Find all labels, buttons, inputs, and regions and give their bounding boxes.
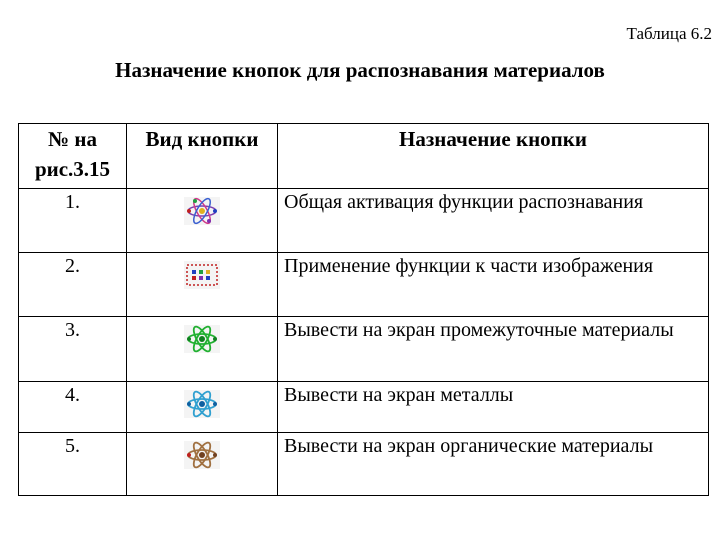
button-cell [127, 382, 278, 433]
header-number [19, 124, 127, 189]
header-row [19, 124, 709, 189]
row-description: Вывести на экран промежуточные материалы [278, 317, 709, 382]
row-description: Вывести на экран металлы [278, 382, 709, 433]
table-row [19, 189, 709, 253]
row-description: Вывести на экран органические материалы [278, 433, 709, 496]
row-number: 5. [19, 433, 127, 496]
selection-frame-icon[interactable] [184, 261, 220, 289]
table-title: Назначение кнопок для распознавания материалов [115, 58, 605, 82]
header-number-line2: рис.3.15 [34, 157, 111, 181]
row-number: 2. [19, 253, 127, 317]
button-cell [127, 433, 278, 496]
table-row [19, 253, 709, 317]
atom-green-icon[interactable] [184, 325, 220, 353]
button-cell [127, 189, 278, 253]
header-number-line1: № на [48, 127, 97, 151]
table-number: Таблица 6.2 [626, 24, 712, 43]
button-cell [127, 253, 278, 317]
atom-blue-icon[interactable] [184, 390, 220, 418]
table-row [19, 382, 709, 433]
table-row [19, 317, 709, 382]
header-purpose: Назначение кнопки [278, 124, 709, 189]
header-button-type: Вид кнопки [127, 124, 278, 189]
atom-activate-icon[interactable] [184, 197, 220, 225]
row-number: 4. [19, 382, 127, 433]
table-row [19, 433, 709, 496]
buttons-table [18, 123, 709, 496]
row-description: Общая активация функции распознавания [278, 189, 709, 253]
row-number: 1. [19, 189, 127, 253]
row-number: 3. [19, 317, 127, 382]
atom-brown-icon[interactable] [184, 441, 220, 469]
row-description: Применение функции к части изображения [278, 253, 709, 317]
button-cell [127, 317, 278, 382]
